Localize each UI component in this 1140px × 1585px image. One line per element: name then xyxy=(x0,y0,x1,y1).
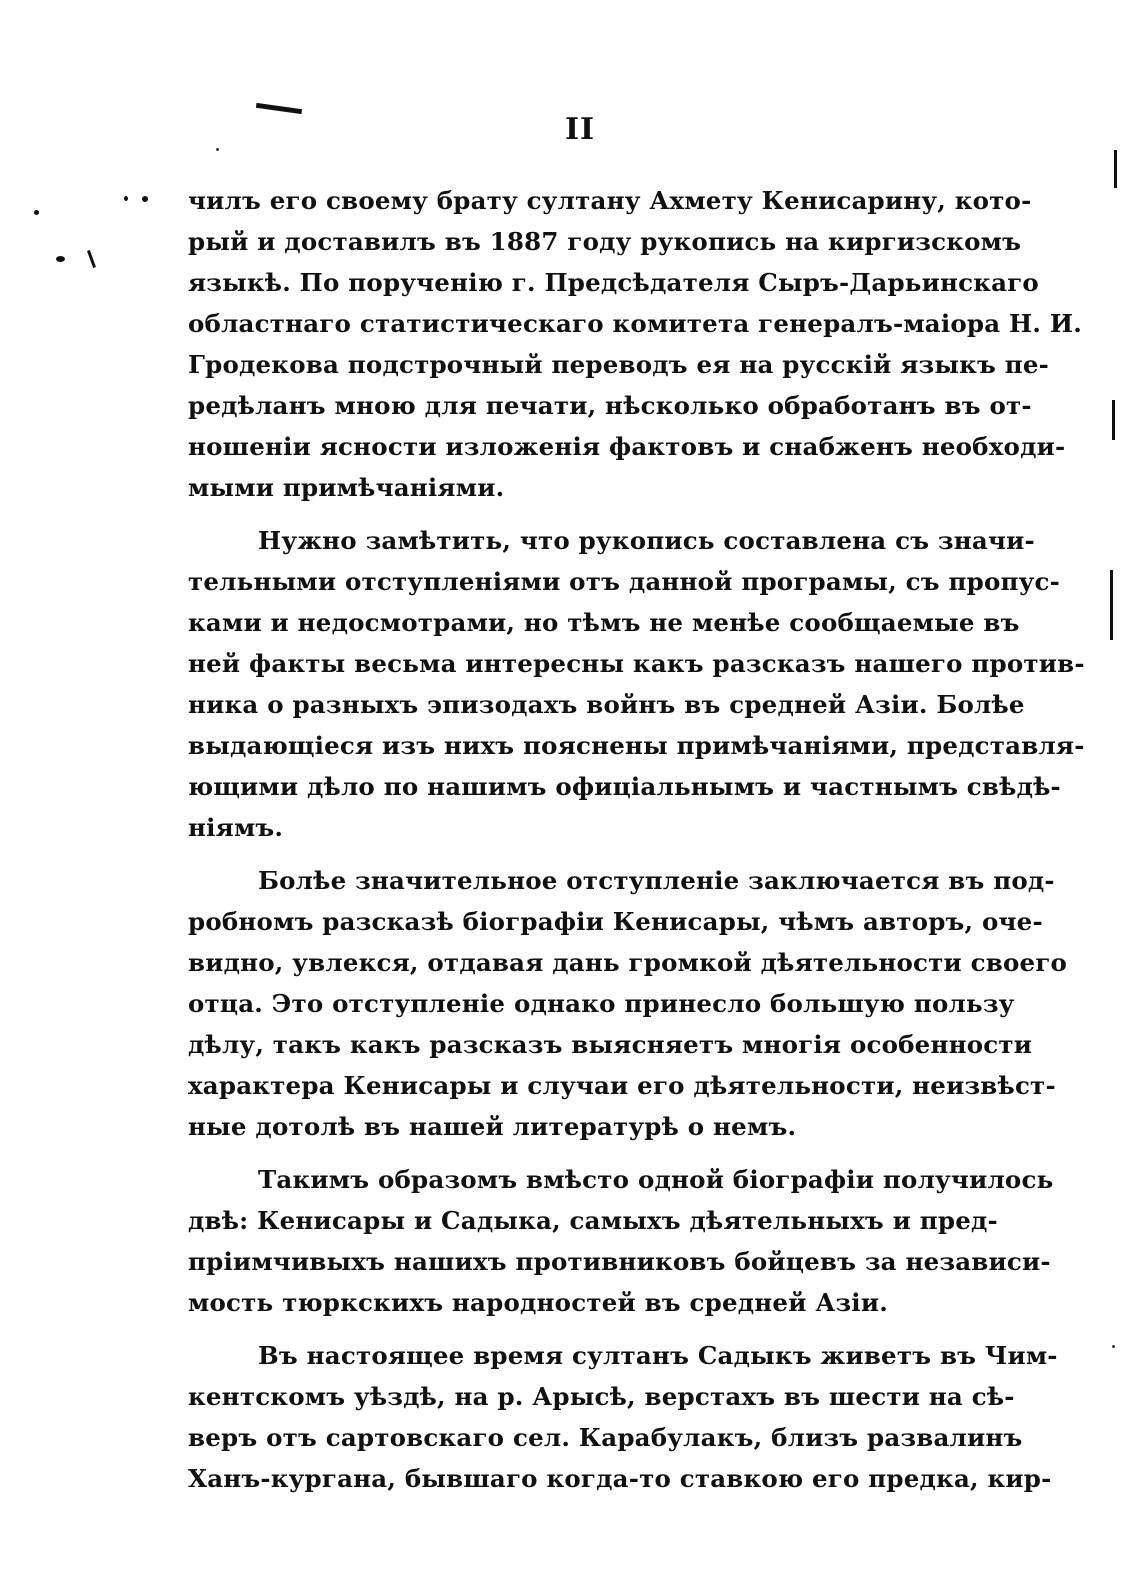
text-line: языкѣ. По порученію г. Предсѣдателя Сыръ-Дарьинскаго xyxy=(188,268,1039,297)
paragraph-gap xyxy=(188,1323,978,1335)
text-line: кентскомъ уѣздѣ, на р. Арысѣ, верстахъ въ шести на сѣ- xyxy=(188,1382,1015,1411)
text-line: мость тюркскихъ народностей въ средней Азіи. xyxy=(188,1288,888,1317)
text-line: редѣланъ мною для печати, нѣсколько обработанъ въ от- xyxy=(188,391,1032,420)
scan-smudge xyxy=(34,210,39,215)
text-line: ками и недосмотрами, но тѣмъ не менѣе сообщаемые въ xyxy=(188,608,1020,637)
paragraph-gap xyxy=(188,1147,978,1159)
text-line: ніямъ. xyxy=(188,813,284,842)
text-line: выдающіеся изъ нихъ пояснены примѣчаніями, представля- xyxy=(188,731,1085,760)
paragraph xyxy=(188,180,1082,508)
text-line: областнаго статистическаго комитета генералъ-маіора Н. И. xyxy=(188,309,1082,338)
text-line: Нужно замѣтить, что рукопись составлена съ значи- xyxy=(258,526,1035,555)
page-number: II xyxy=(564,112,596,147)
text-line: робномъ разсказѣ біографіи Кенисары, чѣмъ авторъ, оче- xyxy=(188,907,1043,936)
scan-smudge xyxy=(124,196,128,201)
paragraph xyxy=(188,1335,1058,1499)
text-line: тельными отступленіями отъ данной програмы, съ пропус- xyxy=(188,567,1060,596)
scan-smudge xyxy=(216,148,219,151)
scan-smudge xyxy=(1114,150,1117,188)
text-line: Такимъ образомъ вмѣсто одной біографіи получилось xyxy=(258,1165,1054,1194)
paragraph xyxy=(188,860,1068,1147)
paragraph xyxy=(188,520,1085,848)
text-line: ней факты весьма интересны какъ разсказъ нашего против- xyxy=(188,649,1085,678)
paragraph-gap xyxy=(188,508,978,520)
paragraph-gap xyxy=(188,848,978,860)
scan-smudge xyxy=(87,250,96,268)
text-line: ника о разныхъ эпизодахъ войнъ въ средней Азіи. Болѣе xyxy=(188,690,1025,719)
text-line: Болѣе значительное отступленіе заключается въ под- xyxy=(258,866,1055,895)
text-line: пріимчивыхъ нашихъ противниковъ бойцевъ за независи- xyxy=(188,1247,1051,1276)
scan-smudge xyxy=(1112,1345,1115,1348)
text-line: видно, увлекся, отдавая дань громкой дѣятельности своего xyxy=(188,948,1068,977)
text-line: двѣ: Кенисары и Садыка, самыхъ дѣятельныхъ и пред- xyxy=(188,1206,998,1235)
scan-smudge xyxy=(1110,570,1113,640)
text-line: чилъ его своему брату султану Ахмету Кенисарину, кото- xyxy=(188,186,1032,215)
text-line: Ханъ-кургана, бывшаго когда-то ставкою его предка, кир- xyxy=(188,1464,1052,1493)
scan-smudge xyxy=(142,196,148,202)
scan-smudge xyxy=(56,256,65,262)
text-line: веръ отъ сартовскаго сел. Карабулакъ, близъ развалинъ xyxy=(188,1423,1023,1452)
body-text xyxy=(188,180,1085,1499)
scan-smudge xyxy=(1112,400,1115,440)
text-line: ношеніи ясности изложенія фактовъ и снабженъ необходи- xyxy=(188,432,1066,461)
text-line: мыми примѣчаніями. xyxy=(188,473,505,502)
text-line: Въ настоящее время султанъ Садыкъ живетъ въ Чим- xyxy=(258,1341,1058,1370)
text-line: ющими дѣло по нашимъ офиціальнымъ и частнымъ свѣдѣ- xyxy=(188,772,1061,801)
paragraph xyxy=(188,1159,1054,1323)
text-line: отца. Это отступленіе однако принесло большую пользу xyxy=(188,989,1015,1018)
text-line: ные дотолѣ въ нашей литературѣ о немъ. xyxy=(188,1112,797,1141)
text-line: характера Кенисары и случаи его дѣятельности, неизвѣст- xyxy=(188,1071,1056,1100)
text-line: рый и доставилъ въ 1887 году рукопись на киргизскомъ xyxy=(188,227,1022,256)
text-line: Гродекова подстрочный переводъ ея на русскій языкъ пе- xyxy=(188,350,1050,379)
text-line: дѣлу, такъ какъ разсказъ выясняетъ многія особенности xyxy=(188,1030,1033,1059)
